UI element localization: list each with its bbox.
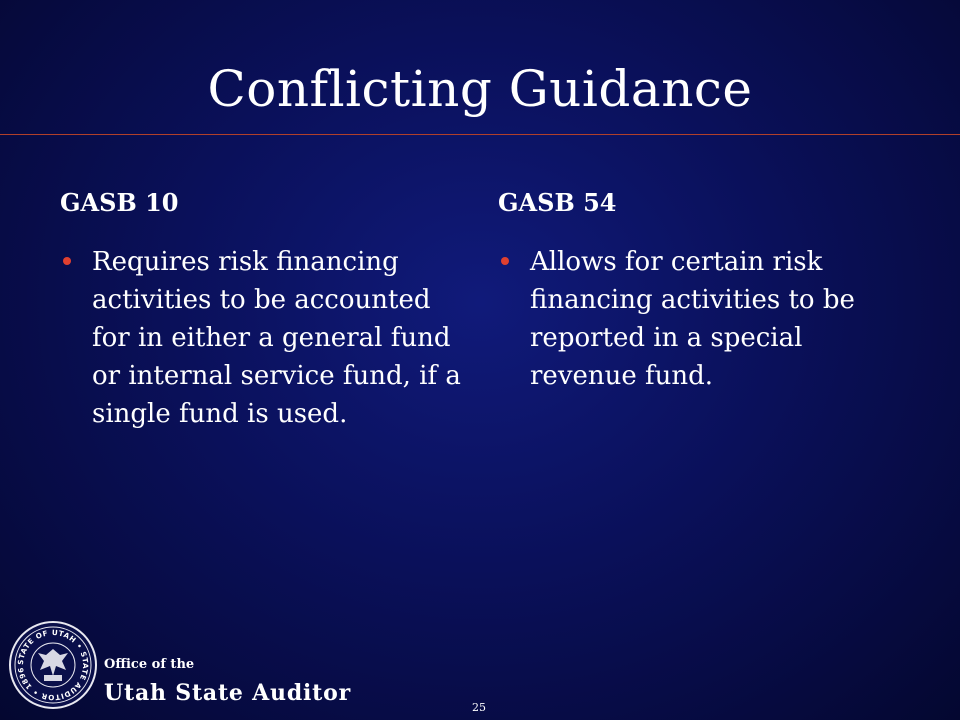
slide-title: Conflicting Guidance — [207, 60, 753, 118]
right-bullet-text: Allows for certain risk financing activities to be reported in a special revenue fund. — [530, 247, 855, 391]
office-label: Office of the — [104, 657, 195, 672]
right-bullet-item — [498, 243, 908, 395]
title-divider — [0, 134, 960, 135]
left-bullet-text: Requires risk financing activities to be accounted for in either a general fund or internal service fund, if a single fund is used. — [92, 247, 461, 429]
left-column — [60, 188, 470, 433]
right-column — [498, 188, 908, 395]
left-column-heading: GASB 10 — [60, 188, 179, 217]
state-seal-icon — [8, 620, 98, 710]
seal-text: STATE OF UTAH • STATE AUDITOR • 1896 — [15, 627, 91, 703]
organization-name: Utah State Auditor — [104, 680, 352, 706]
bullet-dot-icon — [501, 257, 509, 265]
page-number: 25 — [472, 701, 486, 714]
bullet-dot-icon — [63, 257, 71, 265]
left-bullet-item — [60, 243, 470, 433]
right-column-heading: GASB 54 — [498, 188, 617, 217]
